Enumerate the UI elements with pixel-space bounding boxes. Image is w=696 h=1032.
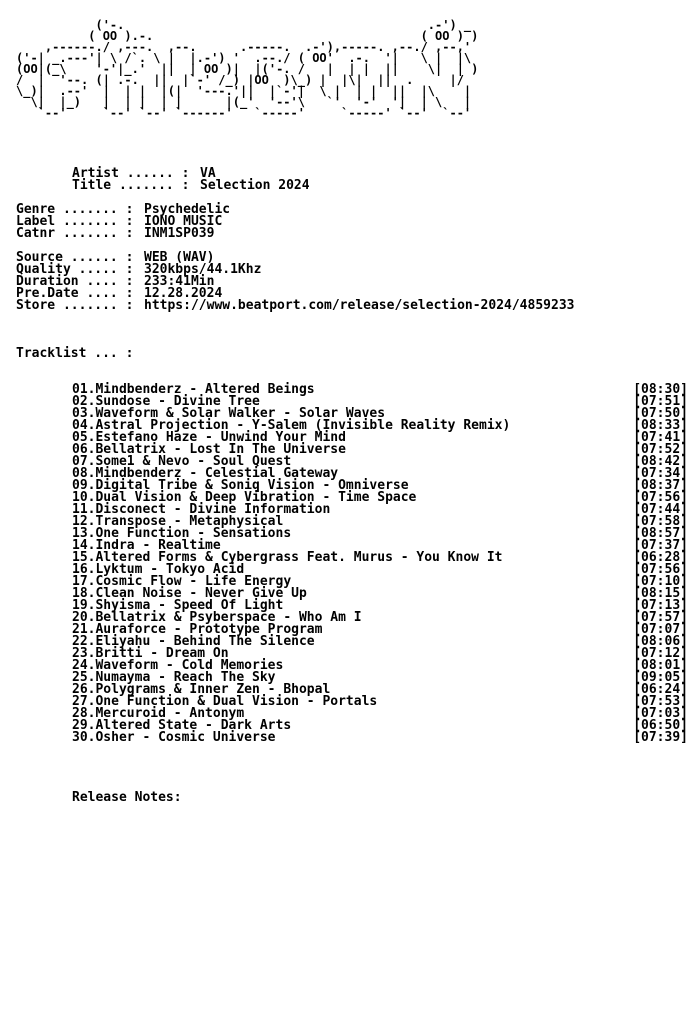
track-duration: [07:51]: [633, 394, 688, 409]
track-title: 22.Eliyahu - Behind The Silence: [72, 634, 315, 649]
track-title: 04.Astral Projection - Y-Salem (Invisible Reality Remix): [72, 418, 511, 433]
info-value: WEB (WAV): [144, 250, 215, 265]
track-title: 19.Shyisma - Speed Of Light: [72, 598, 284, 613]
track-title: 20.Bellatrix & Psyberspace - Who Am I: [72, 610, 362, 625]
track-title: 01.Mindbenderz - Altered Beings: [72, 382, 315, 397]
track-duration: [07:57]: [633, 610, 688, 625]
track-duration: [07:10]: [633, 574, 688, 589]
track-duration: [07:53]: [633, 694, 688, 709]
info-key: Source ...... :: [16, 250, 134, 265]
info-key: Label ....... :: [16, 214, 134, 229]
track-row: [72, 732, 688, 744]
track-title: 14.Indra - Realtime: [72, 538, 221, 553]
artist-label: Artist ...... :: [72, 166, 190, 181]
release-notes-heading: Release Notes:: [72, 790, 182, 805]
track-duration: [08:01]: [633, 658, 688, 673]
track-title: 21.Auraforce - Prototype Program: [72, 622, 323, 637]
info-value: 233:41Min: [144, 274, 215, 289]
track-duration: [08:15]: [633, 586, 688, 601]
track-title: 29.Altered State - Dark Arts: [72, 718, 292, 733]
info-key: Catnr ....... :: [16, 226, 134, 241]
track-title: 30.Osher - Cosmic Universe: [72, 730, 276, 745]
track-title: 24.Waveform - Cold Memories: [72, 658, 284, 673]
ascii-logo: ('-. .-') _ ( OO ).-. ( OO ) ) ,------./ ,---. ,--. .-----. .-'),-----. ,--./ ,--,' ('-| _.---'| \ /`. \ | |.-') ' .--./ ( OO' .-. '| \ | |\ (OO|(_\ '-'|_.' || | OO )| |('-. / | | | || \| | ) / | '--. (| .-. || |`-' /_) |OO )\_) | |\| || . |/ \_)| .--' | | | |(| '---.'|| |`-'| \ | | | || |\ | \| |_) | | | | | |(_' '--'\ `' '-' '| | \ | `--' `--' `--' `------' `-----' `-----' `--' `--': [16, 18, 479, 120]
store-url: https://www.beatport.com/release/selection-2024/4859233: [144, 298, 575, 313]
info-row: [16, 228, 230, 240]
info-value: 12.28.2024: [144, 286, 223, 301]
track-title: 25.Numayma - Reach The Sky: [72, 670, 276, 685]
track-duration: [08:33]: [633, 418, 688, 433]
track-duration: [07:07]: [633, 622, 688, 637]
info-value: INM1SP039: [144, 226, 215, 241]
label-info-block: [16, 204, 230, 240]
track-title: 02.Sundose - Divine Tree: [72, 394, 260, 409]
track-duration: [08:42]: [633, 454, 688, 469]
info-value: IONO MUSIC: [144, 214, 223, 229]
title-label: Title ....... :: [72, 178, 190, 193]
track-duration: [08:30]: [633, 382, 688, 397]
track-duration: [09:05]: [633, 670, 688, 685]
track-title: 17.Cosmic Flow - Life Energy: [72, 574, 292, 589]
track-title: 13.One Function - Sensations: [72, 526, 292, 541]
info-key: Quality ..... :: [16, 262, 134, 277]
track-duration: [07:52]: [633, 442, 688, 457]
tracklist-heading: Tracklist ... :: [16, 346, 134, 361]
track-duration: [07:58]: [633, 514, 688, 529]
track-duration: [07:37]: [633, 538, 688, 553]
track-title: 23.Britti - Dream On: [72, 646, 229, 661]
track-duration: [07:03]: [633, 706, 688, 721]
track-duration: [07:44]: [633, 502, 688, 517]
tracklist: [72, 384, 688, 744]
info-key: Genre ....... :: [16, 202, 134, 217]
track-title: 12.Transpose - Metaphysical: [72, 514, 284, 529]
artist-value: VA: [200, 166, 216, 181]
title-value: Selection 2024: [200, 178, 310, 193]
track-title: 11.Disconect - Divine Information: [72, 502, 331, 517]
track-duration: [07:39]: [633, 730, 688, 745]
track-title: 16.Lyktum - Tokyo Acid: [72, 562, 245, 577]
track-duration: [07:50]: [633, 406, 688, 421]
track-duration: [07:41]: [633, 430, 688, 445]
track-title: 18.Clean Noise - Never Give Up: [72, 586, 307, 601]
info-key: Duration .... :: [16, 274, 134, 289]
info-value: 320kbps/44.1Khz: [144, 262, 262, 277]
source-info-block: [16, 252, 574, 312]
track-duration: [07:12]: [633, 646, 688, 661]
track-title: 07.Some1 & Nevo - Soul Quest: [72, 454, 292, 469]
track-title: 06.Bellatrix - Lost In The Universe: [72, 442, 346, 457]
track-duration: [06:24]: [633, 682, 688, 697]
track-title: 27.One Function & Dual Vision - Portals: [72, 694, 378, 709]
track-duration: [06:28]: [633, 550, 688, 565]
track-title: 10.Dual Vision & Deep Vibration - Time Space: [72, 490, 417, 505]
track-duration: [07:56]: [633, 562, 688, 577]
info-value: Psychedelic: [144, 202, 231, 217]
track-title: 09.Digital Tribe & Soniq Vision - Omniverse: [72, 478, 409, 493]
track-duration: [08:06]: [633, 634, 688, 649]
track-title: 08.Mindbenderz - Celestial Gateway: [72, 466, 339, 481]
track-duration: [08:57]: [633, 526, 688, 541]
track-title: 28.Mercuroid - Antonym: [72, 706, 245, 721]
artist-title-block: [72, 168, 310, 192]
track-duration: [08:37]: [633, 478, 688, 493]
track-title: 05.Estefano Haze - Unwind Your Mind: [72, 430, 346, 445]
track-duration: [07:34]: [633, 466, 688, 481]
info-key: Store ....... :: [16, 298, 134, 313]
track-duration: [07:56]: [633, 490, 688, 505]
title-row: [72, 180, 310, 192]
track-title: 15.Altered Forms & Cybergrass Feat. Murus - You Know It: [72, 550, 503, 565]
info-key: Pre.Date .... :: [16, 286, 134, 301]
track-duration: [07:13]: [633, 598, 688, 613]
track-title: 03.Waveform & Solar Walker - Solar Waves: [72, 406, 386, 421]
track-duration: [06:50]: [633, 718, 688, 733]
track-title: 26.Polygrams & Inner Zen - Bhopal: [72, 682, 331, 697]
info-row: [16, 300, 574, 312]
